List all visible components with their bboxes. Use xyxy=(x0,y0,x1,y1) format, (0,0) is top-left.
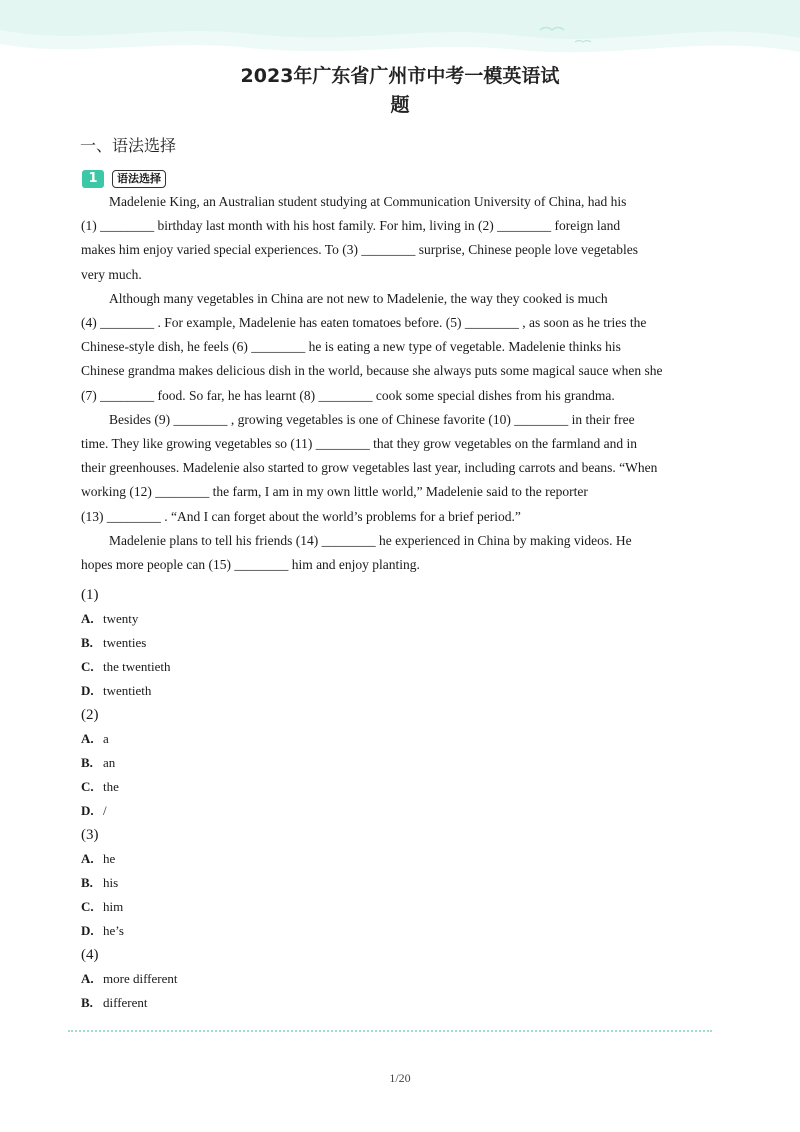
option-letter: A. xyxy=(81,851,94,866)
option-letter: A. xyxy=(81,611,94,626)
option-text: he xyxy=(103,851,116,866)
passage-line: (4) ________ . For example, Madelenie has eaten tomatoes before. (5) ________ , as soon as he tries the xyxy=(81,315,647,331)
option-letter: D. xyxy=(81,683,94,698)
option-text: he’s xyxy=(103,923,124,938)
answer-option[interactable] xyxy=(81,751,701,775)
option-letter: B. xyxy=(81,995,93,1010)
option-letter: D. xyxy=(81,803,94,818)
option-letter: B. xyxy=(81,755,93,770)
question-number-badge: 1 xyxy=(82,170,104,188)
option-text: twentieth xyxy=(103,683,152,698)
answer-option[interactable] xyxy=(81,679,701,703)
passage-line: makes him enjoy varied special experiences. To (3) ________ surprise, Chinese people love vegetables xyxy=(81,242,639,258)
answer-option[interactable] xyxy=(81,631,701,655)
option-letter: A. xyxy=(81,731,94,746)
option-text: the xyxy=(103,779,119,794)
passage-line: their greenhouses. Madelenie also started to grow vegetables last year, including carrots and beans. “When xyxy=(81,460,658,476)
passage-line: Madelenie King, an Australian student studying at Communication University of China, had his xyxy=(109,194,627,209)
passage-line: very much. xyxy=(81,266,142,282)
page-number: 1/20 xyxy=(389,1071,411,1085)
option-text: twenties xyxy=(103,635,147,650)
option-text: / xyxy=(103,803,107,818)
option-text: him xyxy=(103,899,124,914)
passage-line: Chinese grandma makes delicious dish in the world, because she always puts some magical sauce when she xyxy=(81,363,663,379)
passage-line: Chinese-style dish, he feels (6) ________ he is eating a new type of vegetable. Madelenie thinks his xyxy=(81,339,621,355)
option-letter: C. xyxy=(81,899,94,914)
option-text: different xyxy=(103,995,148,1010)
option-letter: B. xyxy=(81,635,93,650)
option-text: an xyxy=(103,755,116,770)
option-text: twenty xyxy=(103,611,139,626)
answer-option[interactable] xyxy=(81,967,701,991)
option-text: his xyxy=(103,875,119,890)
passage-line: Although many vegetables in China are not new to Madelenie, the way they cooked is much xyxy=(109,290,608,306)
question-type-tag: 语法选择 xyxy=(112,170,166,188)
title-line-1: 2023年广东省广州市中考一模英语试 xyxy=(240,65,560,87)
answer-options xyxy=(81,583,701,1015)
answer-option[interactable] xyxy=(81,871,701,895)
header-decoration xyxy=(0,0,800,70)
answer-option[interactable] xyxy=(81,727,701,751)
option-text: a xyxy=(103,731,109,746)
passage-line: hopes more people can (15) ________ him and enjoy planting. xyxy=(81,557,420,573)
option-letter: C. xyxy=(81,779,94,794)
question-header xyxy=(82,170,166,188)
option-letter: D. xyxy=(81,923,94,938)
question-label: (2) xyxy=(81,707,99,723)
passage-line: (13) ________ . “And I can forget about the world’s problems for a brief period.” xyxy=(81,508,521,524)
option-letter: A. xyxy=(81,971,94,986)
document-title xyxy=(0,62,800,120)
passage-line: Madelenie plans to tell his friends (14) ________ he experienced in China by making videos. He xyxy=(109,532,632,548)
answer-option[interactable] xyxy=(81,847,701,871)
question-label: (4) xyxy=(81,947,99,963)
passage-line: Besides (9) ________ , growing vegetables is one of Chinese favorite (10) ________ in their free xyxy=(109,411,635,427)
footer-divider xyxy=(68,1030,712,1032)
answer-option[interactable] xyxy=(81,991,701,1015)
title-line-2: 题 xyxy=(390,94,410,116)
option-text: more different xyxy=(103,971,178,986)
option-text: the twentieth xyxy=(103,659,171,674)
option-letter: B. xyxy=(81,875,93,890)
passage-line: time. They like growing vegetables so (11) ________ that they grow vegetables on the farmland and in xyxy=(81,436,637,452)
question-label: (3) xyxy=(81,827,99,843)
question-label: (1) xyxy=(81,587,99,603)
passage-line: (7) ________ food. So far, he has learnt (8) ________ cook some special dishes from his grandma. xyxy=(81,387,615,403)
answer-option[interactable] xyxy=(81,919,701,943)
answer-option[interactable] xyxy=(81,895,701,919)
option-letter: C. xyxy=(81,659,94,674)
section-title: 一、语法选择 xyxy=(80,136,177,155)
passage-line: (1) ________ birthday last month with his host family. For him, living in (2) ________ foreign land xyxy=(81,218,621,234)
reading-passage xyxy=(81,190,693,577)
answer-option[interactable] xyxy=(81,607,701,631)
passage-line: working (12) ________ the farm, I am in my own little world,” Madelenie said to the reporter xyxy=(81,484,588,500)
answer-option[interactable] xyxy=(81,799,701,823)
answer-option[interactable] xyxy=(81,775,701,799)
answer-option[interactable] xyxy=(81,655,701,679)
